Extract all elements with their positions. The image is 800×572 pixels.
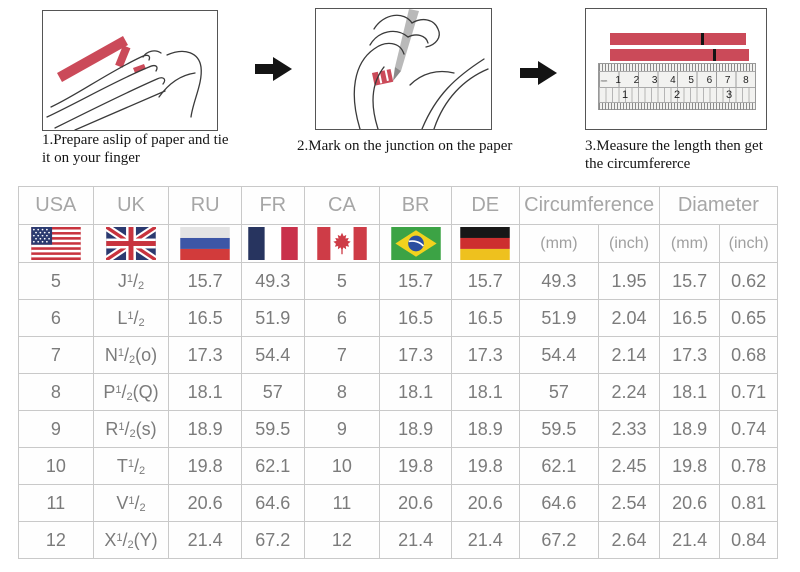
ruler-cm-number: 2 bbox=[633, 75, 640, 86]
table-row bbox=[19, 485, 778, 522]
cell-fr: 62.1 bbox=[242, 448, 305, 485]
cell-circ_mm: 49.3 bbox=[519, 263, 599, 300]
cell-ru: 16.5 bbox=[169, 300, 242, 337]
cell-usa: 12 bbox=[19, 522, 94, 559]
cell-circ_inch: 2.04 bbox=[599, 300, 660, 337]
ruler-cm-number: 3 bbox=[651, 75, 658, 86]
cell-usa: 7 bbox=[19, 337, 94, 374]
cell-dia_inch: 0.62 bbox=[720, 263, 778, 300]
cell-dia_inch: 0.71 bbox=[720, 374, 778, 411]
col-header-diameter: Diameter bbox=[659, 187, 777, 225]
table-row bbox=[19, 337, 778, 374]
ruler-unit-label: mm bbox=[600, 78, 608, 83]
diameter-mm-header: (mm) bbox=[659, 225, 720, 263]
cell-circ_inch: 2.64 bbox=[599, 522, 660, 559]
step1-caption-line1: 1.Prepare aslip of paper and tie bbox=[42, 132, 229, 148]
cell-circ_mm: 57 bbox=[519, 374, 599, 411]
cell-circ_mm: 64.6 bbox=[519, 485, 599, 522]
cell-br: 18.1 bbox=[380, 374, 452, 411]
cell-ru: 17.3 bbox=[169, 337, 242, 374]
cell-fr: 67.2 bbox=[242, 522, 305, 559]
cell-de: 15.7 bbox=[451, 263, 519, 300]
france-flag-icon bbox=[248, 227, 298, 260]
brazil-flag-cell bbox=[380, 225, 452, 263]
cell-circ_inch: 2.45 bbox=[599, 448, 660, 485]
cell-dia_mm: 18.1 bbox=[659, 374, 720, 411]
cell-circ_mm: 67.2 bbox=[519, 522, 599, 559]
ruler-inch-number: 2 bbox=[673, 89, 681, 101]
russia-flag-cell bbox=[169, 225, 242, 263]
ruler-mm-ticks bbox=[599, 64, 755, 72]
cell-ru: 20.6 bbox=[169, 485, 242, 522]
cell-de: 19.8 bbox=[451, 448, 519, 485]
cell-ru: 15.7 bbox=[169, 263, 242, 300]
cell-usa: 10 bbox=[19, 448, 94, 485]
col-header-circumference: Circumference bbox=[519, 187, 659, 225]
circumference-inch-header: (inch) bbox=[599, 225, 660, 263]
cell-de: 21.4 bbox=[451, 522, 519, 559]
cell-circ_mm: 59.5 bbox=[519, 411, 599, 448]
cell-br: 18.9 bbox=[380, 411, 452, 448]
table-row bbox=[19, 374, 778, 411]
cell-dia_mm: 20.6 bbox=[659, 485, 720, 522]
col-header-usa: USA bbox=[19, 187, 94, 225]
cell-dia_inch: 0.65 bbox=[720, 300, 778, 337]
cell-br: 15.7 bbox=[380, 263, 452, 300]
cell-circ_mm: 54.4 bbox=[519, 337, 599, 374]
step1-illustration-panel bbox=[42, 10, 218, 131]
cell-dia_inch: 0.84 bbox=[720, 522, 778, 559]
cell-de: 18.1 bbox=[451, 374, 519, 411]
cell-dia_inch: 0.78 bbox=[720, 448, 778, 485]
cell-ca: 7 bbox=[304, 337, 380, 374]
uk-flag-icon bbox=[106, 227, 156, 260]
cell-br: 17.3 bbox=[380, 337, 452, 374]
cell-uk: $V^1/_2$ bbox=[93, 485, 169, 522]
ring-size-table bbox=[18, 186, 778, 559]
cell-fr: 64.6 bbox=[242, 485, 305, 522]
cell-br: 16.5 bbox=[380, 300, 452, 337]
cell-dia_mm: 21.4 bbox=[659, 522, 720, 559]
table-row bbox=[19, 263, 778, 300]
step1-caption bbox=[42, 131, 272, 168]
cell-fr: 59.5 bbox=[242, 411, 305, 448]
cell-de: 16.5 bbox=[451, 300, 519, 337]
cell-uk: $R^1/_2(s)$ bbox=[93, 411, 169, 448]
cell-uk: $T^1/_2$ bbox=[93, 448, 169, 485]
russia-flag-icon bbox=[180, 227, 230, 260]
cell-ru: 18.1 bbox=[169, 374, 242, 411]
pen-mark bbox=[713, 49, 716, 61]
cell-ca: 9 bbox=[304, 411, 380, 448]
ruler-inch-number: 1 bbox=[621, 89, 629, 101]
country-header-row bbox=[19, 187, 778, 225]
paper-strip-marked bbox=[610, 33, 746, 45]
cell-de: 18.9 bbox=[451, 411, 519, 448]
table-row bbox=[19, 300, 778, 337]
cell-uk: $J^1/_2$ bbox=[93, 263, 169, 300]
step3-caption-line2: the circumfererce bbox=[585, 156, 691, 173]
cell-ca: 12 bbox=[304, 522, 380, 559]
cell-uk: $N^1/_2(o)$ bbox=[93, 337, 169, 374]
cell-circ_inch: 2.14 bbox=[599, 337, 660, 374]
cell-circ_mm: 62.1 bbox=[519, 448, 599, 485]
cell-br: 20.6 bbox=[380, 485, 452, 522]
step2-caption-line1: 2.Mark on the junction on the paper bbox=[297, 138, 513, 154]
step2-illustration-panel bbox=[315, 8, 492, 130]
usa-flag-cell bbox=[19, 225, 94, 263]
cell-circ_mm: 51.9 bbox=[519, 300, 599, 337]
circumference-mm-header: (mm) bbox=[519, 225, 599, 263]
ruler-cm-number: 1 bbox=[615, 75, 621, 86]
cell-fr: 49.3 bbox=[242, 263, 305, 300]
step3-illustration-panel bbox=[585, 8, 767, 130]
cell-dia_inch: 0.74 bbox=[720, 411, 778, 448]
arrow-right-icon bbox=[518, 60, 558, 86]
step1-caption-line2: it on your finger bbox=[42, 150, 140, 167]
cell-usa: 11 bbox=[19, 485, 94, 522]
cell-dia_mm: 19.8 bbox=[659, 448, 720, 485]
canada-flag-cell bbox=[304, 225, 380, 263]
cell-uk: $L^1/_2$ bbox=[93, 300, 169, 337]
cell-usa: 5 bbox=[19, 263, 94, 300]
cell-dia_mm: 17.3 bbox=[659, 337, 720, 374]
col-header-ca: CA bbox=[304, 187, 380, 225]
table-row bbox=[19, 411, 778, 448]
hand-with-paper-strip-icon bbox=[43, 11, 217, 130]
ruler-cm-number: 8 bbox=[743, 75, 749, 86]
cell-ca: 10 bbox=[304, 448, 380, 485]
ruler-icon bbox=[598, 63, 756, 110]
cell-fr: 54.4 bbox=[242, 337, 305, 374]
ruler-cm-number: 5 bbox=[688, 75, 694, 86]
cell-usa: 6 bbox=[19, 300, 94, 337]
step3-caption bbox=[585, 137, 800, 174]
cell-circ_inch: 2.33 bbox=[599, 411, 660, 448]
cell-dia_mm: 16.5 bbox=[659, 300, 720, 337]
cell-ru: 19.8 bbox=[169, 448, 242, 485]
cell-ru: 18.9 bbox=[169, 411, 242, 448]
cell-de: 17.3 bbox=[451, 337, 519, 374]
cell-ca: 11 bbox=[304, 485, 380, 522]
ruler-inch-scale bbox=[599, 88, 755, 102]
cell-circ_inch: 1.95 bbox=[599, 263, 660, 300]
paper-strip-marked bbox=[610, 49, 749, 61]
col-header-uk: UK bbox=[93, 187, 169, 225]
cell-dia_mm: 15.7 bbox=[659, 263, 720, 300]
cell-usa: 9 bbox=[19, 411, 94, 448]
cell-usa: 8 bbox=[19, 374, 94, 411]
france-flag-cell bbox=[242, 225, 305, 263]
arrow-right-icon bbox=[253, 56, 293, 82]
ruler-cm-number: 6 bbox=[706, 75, 713, 86]
usa-flag-icon bbox=[31, 227, 81, 260]
col-header-de: DE bbox=[451, 187, 519, 225]
ruler-cm-scale bbox=[599, 72, 755, 88]
pen-mark bbox=[701, 33, 704, 45]
brazil-flag-icon bbox=[391, 227, 441, 260]
cell-dia_mm: 18.9 bbox=[659, 411, 720, 448]
cell-ca: 5 bbox=[304, 263, 380, 300]
flag-header-row bbox=[19, 225, 778, 263]
hands-marking-junction-icon bbox=[316, 9, 491, 129]
table-row bbox=[19, 448, 778, 485]
germany-flag-icon bbox=[460, 227, 510, 260]
diameter-inch-header: (inch) bbox=[720, 225, 778, 263]
germany-flag-cell bbox=[451, 225, 519, 263]
col-header-br: BR bbox=[380, 187, 452, 225]
cell-dia_inch: 0.68 bbox=[720, 337, 778, 374]
cell-circ_inch: 2.54 bbox=[599, 485, 660, 522]
cell-uk: $P^1/_2(Q)$ bbox=[93, 374, 169, 411]
table-row bbox=[19, 522, 778, 559]
step3-caption-line1: 3.Measure the length then get bbox=[585, 138, 763, 154]
cell-fr: 51.9 bbox=[242, 300, 305, 337]
uk-flag-cell bbox=[93, 225, 169, 263]
ruler-inch-number: 3 bbox=[725, 89, 733, 101]
ruler-cm-number: 7 bbox=[724, 75, 731, 86]
cell-br: 19.8 bbox=[380, 448, 452, 485]
cell-circ_inch: 2.24 bbox=[599, 374, 660, 411]
col-header-fr: FR bbox=[242, 187, 305, 225]
cell-de: 20.6 bbox=[451, 485, 519, 522]
ruler-cm-number: 4 bbox=[670, 75, 676, 86]
cell-ru: 21.4 bbox=[169, 522, 242, 559]
step2-caption bbox=[297, 137, 557, 155]
cell-ca: 6 bbox=[304, 300, 380, 337]
cell-ca: 8 bbox=[304, 374, 380, 411]
cell-fr: 57 bbox=[242, 374, 305, 411]
ruler-inch-ticks bbox=[599, 102, 755, 110]
cell-br: 21.4 bbox=[380, 522, 452, 559]
col-header-ru: RU bbox=[169, 187, 242, 225]
cell-dia_inch: 0.81 bbox=[720, 485, 778, 522]
canada-flag-icon bbox=[317, 227, 367, 260]
cell-uk: $X^1/_2(Y)$ bbox=[93, 522, 169, 559]
